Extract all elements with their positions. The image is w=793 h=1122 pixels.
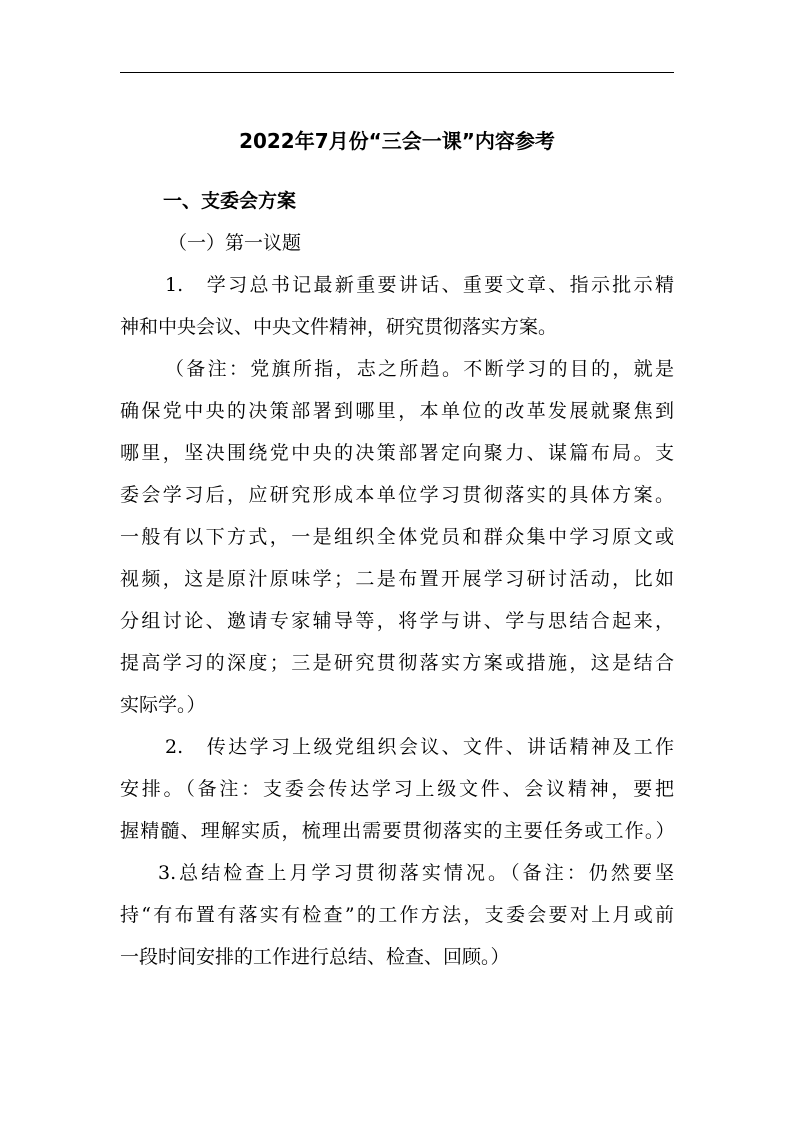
paragraph-line: 2. 传达学习上级党组织会议、文件、讲话精神及工作 <box>165 736 674 758</box>
paragraph-line: 视频，这是原汁原味学；二是布置开展学习研讨活动，比如 <box>120 568 674 590</box>
paragraph-line: 确保党中央的决策部署到哪里，本单位的改革发展就聚焦到 <box>120 400 674 422</box>
paragraph-line: 持“有布置有落实有检查”的工作方法，支委会要对上月或前 <box>120 904 674 926</box>
paragraph-line: （备注：党旗所指，志之所趋。不断学习的目的，就是 <box>165 358 674 380</box>
paragraph-line: 提高学习的深度；三是研究贯彻落实方案或措施，这是结合 <box>120 652 674 674</box>
document-title: 2022年7月份“三会一课”内容参考 <box>239 129 555 153</box>
paragraph-line: 1. 学习总书记最新重要讲话、重要文章、指示批示精 <box>165 274 674 296</box>
paragraph-line: 3.总结检查上月学习贯彻落实情况。（备注：仍然要坚 <box>158 862 674 884</box>
paragraph-line: 一段时间安排的工作进行总结、检查、回顾。） <box>120 946 510 968</box>
paragraph-line: 安排。（备注：支委会传达学习上级文件、会议精神，要把 <box>120 778 674 800</box>
paragraph-line: 实际学。） <box>120 694 206 716</box>
header-rule <box>120 72 674 73</box>
paragraph-line: 哪里，坚决围绕党中央的决策部署定向聚力、谋篇布局。支 <box>120 442 674 464</box>
paragraph-line: 神和中央会议、中央文件精神，研究贯彻落实方案。 <box>120 316 558 338</box>
paragraph-line: 委会学习后，应研究形成本单位学习贯彻落实的具体方案。 <box>120 484 674 506</box>
section-heading: 一、支委会方案 <box>163 190 297 212</box>
paragraph-line: 分组讨论、邀请专家辅导等，将学与讲、学与思结合起来， <box>120 610 674 632</box>
subsection-heading: （一）第一议题 <box>168 232 302 254</box>
paragraph-line: 一般有以下方式，一是组织全体党员和群众集中学习原文或 <box>120 526 674 548</box>
paragraph-line: 握精髓、理解实质，梳理出需要贯彻落实的主要任务或工作。） <box>120 820 674 842</box>
